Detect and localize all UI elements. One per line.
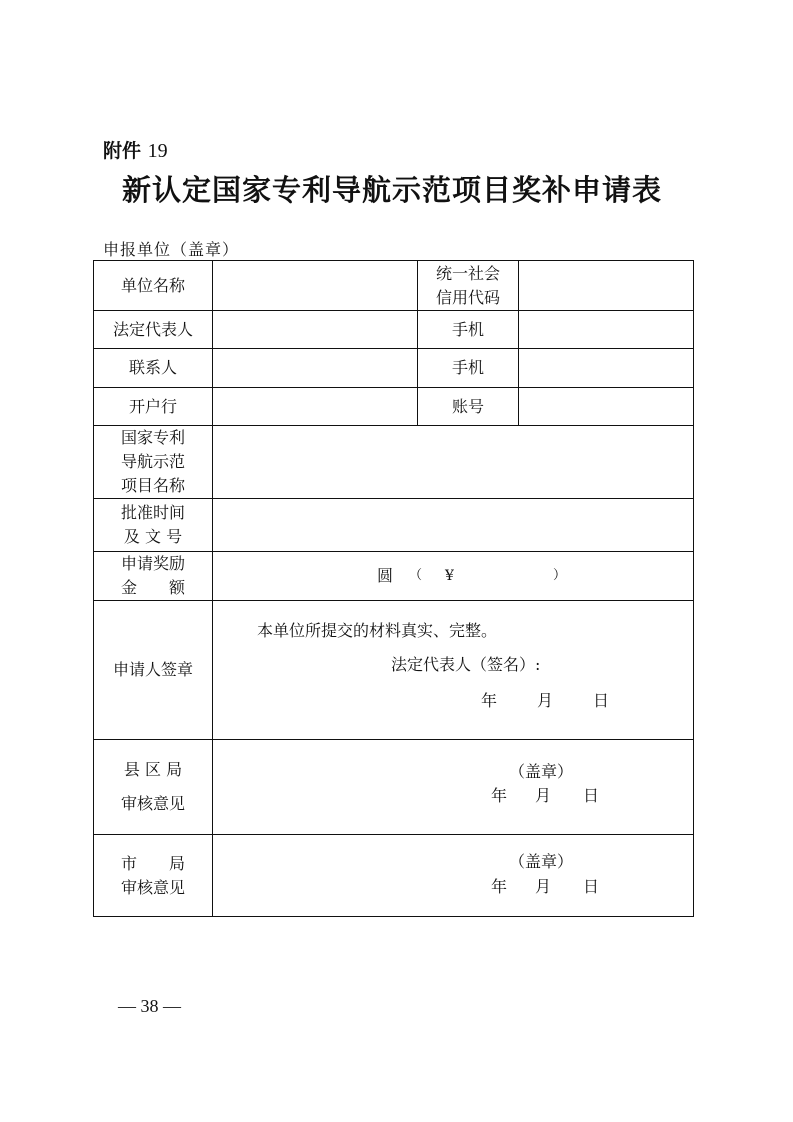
date-day: 日 xyxy=(593,691,610,710)
unit-name-field[interactable] xyxy=(213,261,418,311)
legal-rep-label: 法定代表人 xyxy=(94,311,213,349)
city-month: 月 xyxy=(535,877,552,896)
application-form-table xyxy=(93,260,694,917)
project-name-label: 国家专利 导航示范 项目名称 xyxy=(94,426,213,499)
amount-field[interactable] xyxy=(213,552,694,601)
county-year: 年 xyxy=(491,786,508,805)
date-month: 月 xyxy=(537,691,554,710)
mobile-label-1: 手机 xyxy=(418,311,519,349)
county-day: 日 xyxy=(583,786,600,805)
contact-field[interactable] xyxy=(213,349,418,388)
amount-yuan: 圆 xyxy=(377,566,394,585)
amount-paren-open: （ xyxy=(409,568,423,583)
unit-name-label: 单位名称 xyxy=(94,261,213,311)
county-review-label: 县 区 局 审核意见 xyxy=(94,740,213,835)
city-seal: （盖章） xyxy=(509,852,574,871)
project-name-field[interactable] xyxy=(213,426,694,499)
approval-label: 批准时间 及 文 号 xyxy=(94,499,213,552)
account-field[interactable] xyxy=(519,388,694,426)
city-year: 年 xyxy=(491,877,508,896)
amount-label: 申请奖励 金 额 xyxy=(94,552,213,601)
city-review-label: 市 局 审核意见 xyxy=(94,835,213,917)
attachment-label: 附件 19 xyxy=(103,140,168,162)
mobile-field-2[interactable] xyxy=(519,349,694,388)
bank-label: 开户行 xyxy=(94,388,213,426)
page-number: — 38 — xyxy=(118,996,181,1016)
bank-field[interactable] xyxy=(213,388,418,426)
city-review-field[interactable] xyxy=(213,835,694,917)
date-year: 年 xyxy=(481,691,498,710)
mobile-field-1[interactable] xyxy=(519,311,694,349)
page-title: 新认定国家专利导航示范项目奖补申请表 xyxy=(121,173,662,207)
mobile-label-2: 手机 xyxy=(418,349,519,388)
account-label: 账号 xyxy=(418,388,519,426)
county-seal: （盖章） xyxy=(509,762,574,781)
declaration-text: 本单位所提交的材料真实、完整。 xyxy=(257,621,498,640)
city-day: 日 xyxy=(583,877,600,896)
credit-code-label: 统一社会 信用代码 xyxy=(418,261,519,311)
signature-area[interactable] xyxy=(213,601,694,740)
attachment-number: 19 xyxy=(147,140,168,162)
applicant-unit-label: 申报单位（盖章） xyxy=(103,240,240,259)
legal-sign-text: 法定代表人（签名）: xyxy=(391,655,541,674)
county-review-field[interactable] xyxy=(213,740,694,835)
signature-label: 申请人签章 xyxy=(94,601,213,740)
legal-rep-field[interactable] xyxy=(213,311,418,349)
contact-label: 联系人 xyxy=(94,349,213,388)
amount-paren-close: ） xyxy=(553,568,567,583)
approval-field[interactable] xyxy=(213,499,694,552)
credit-code-field[interactable] xyxy=(519,261,694,311)
amount-symbol: ¥ xyxy=(445,568,454,584)
county-month: 月 xyxy=(535,786,552,805)
